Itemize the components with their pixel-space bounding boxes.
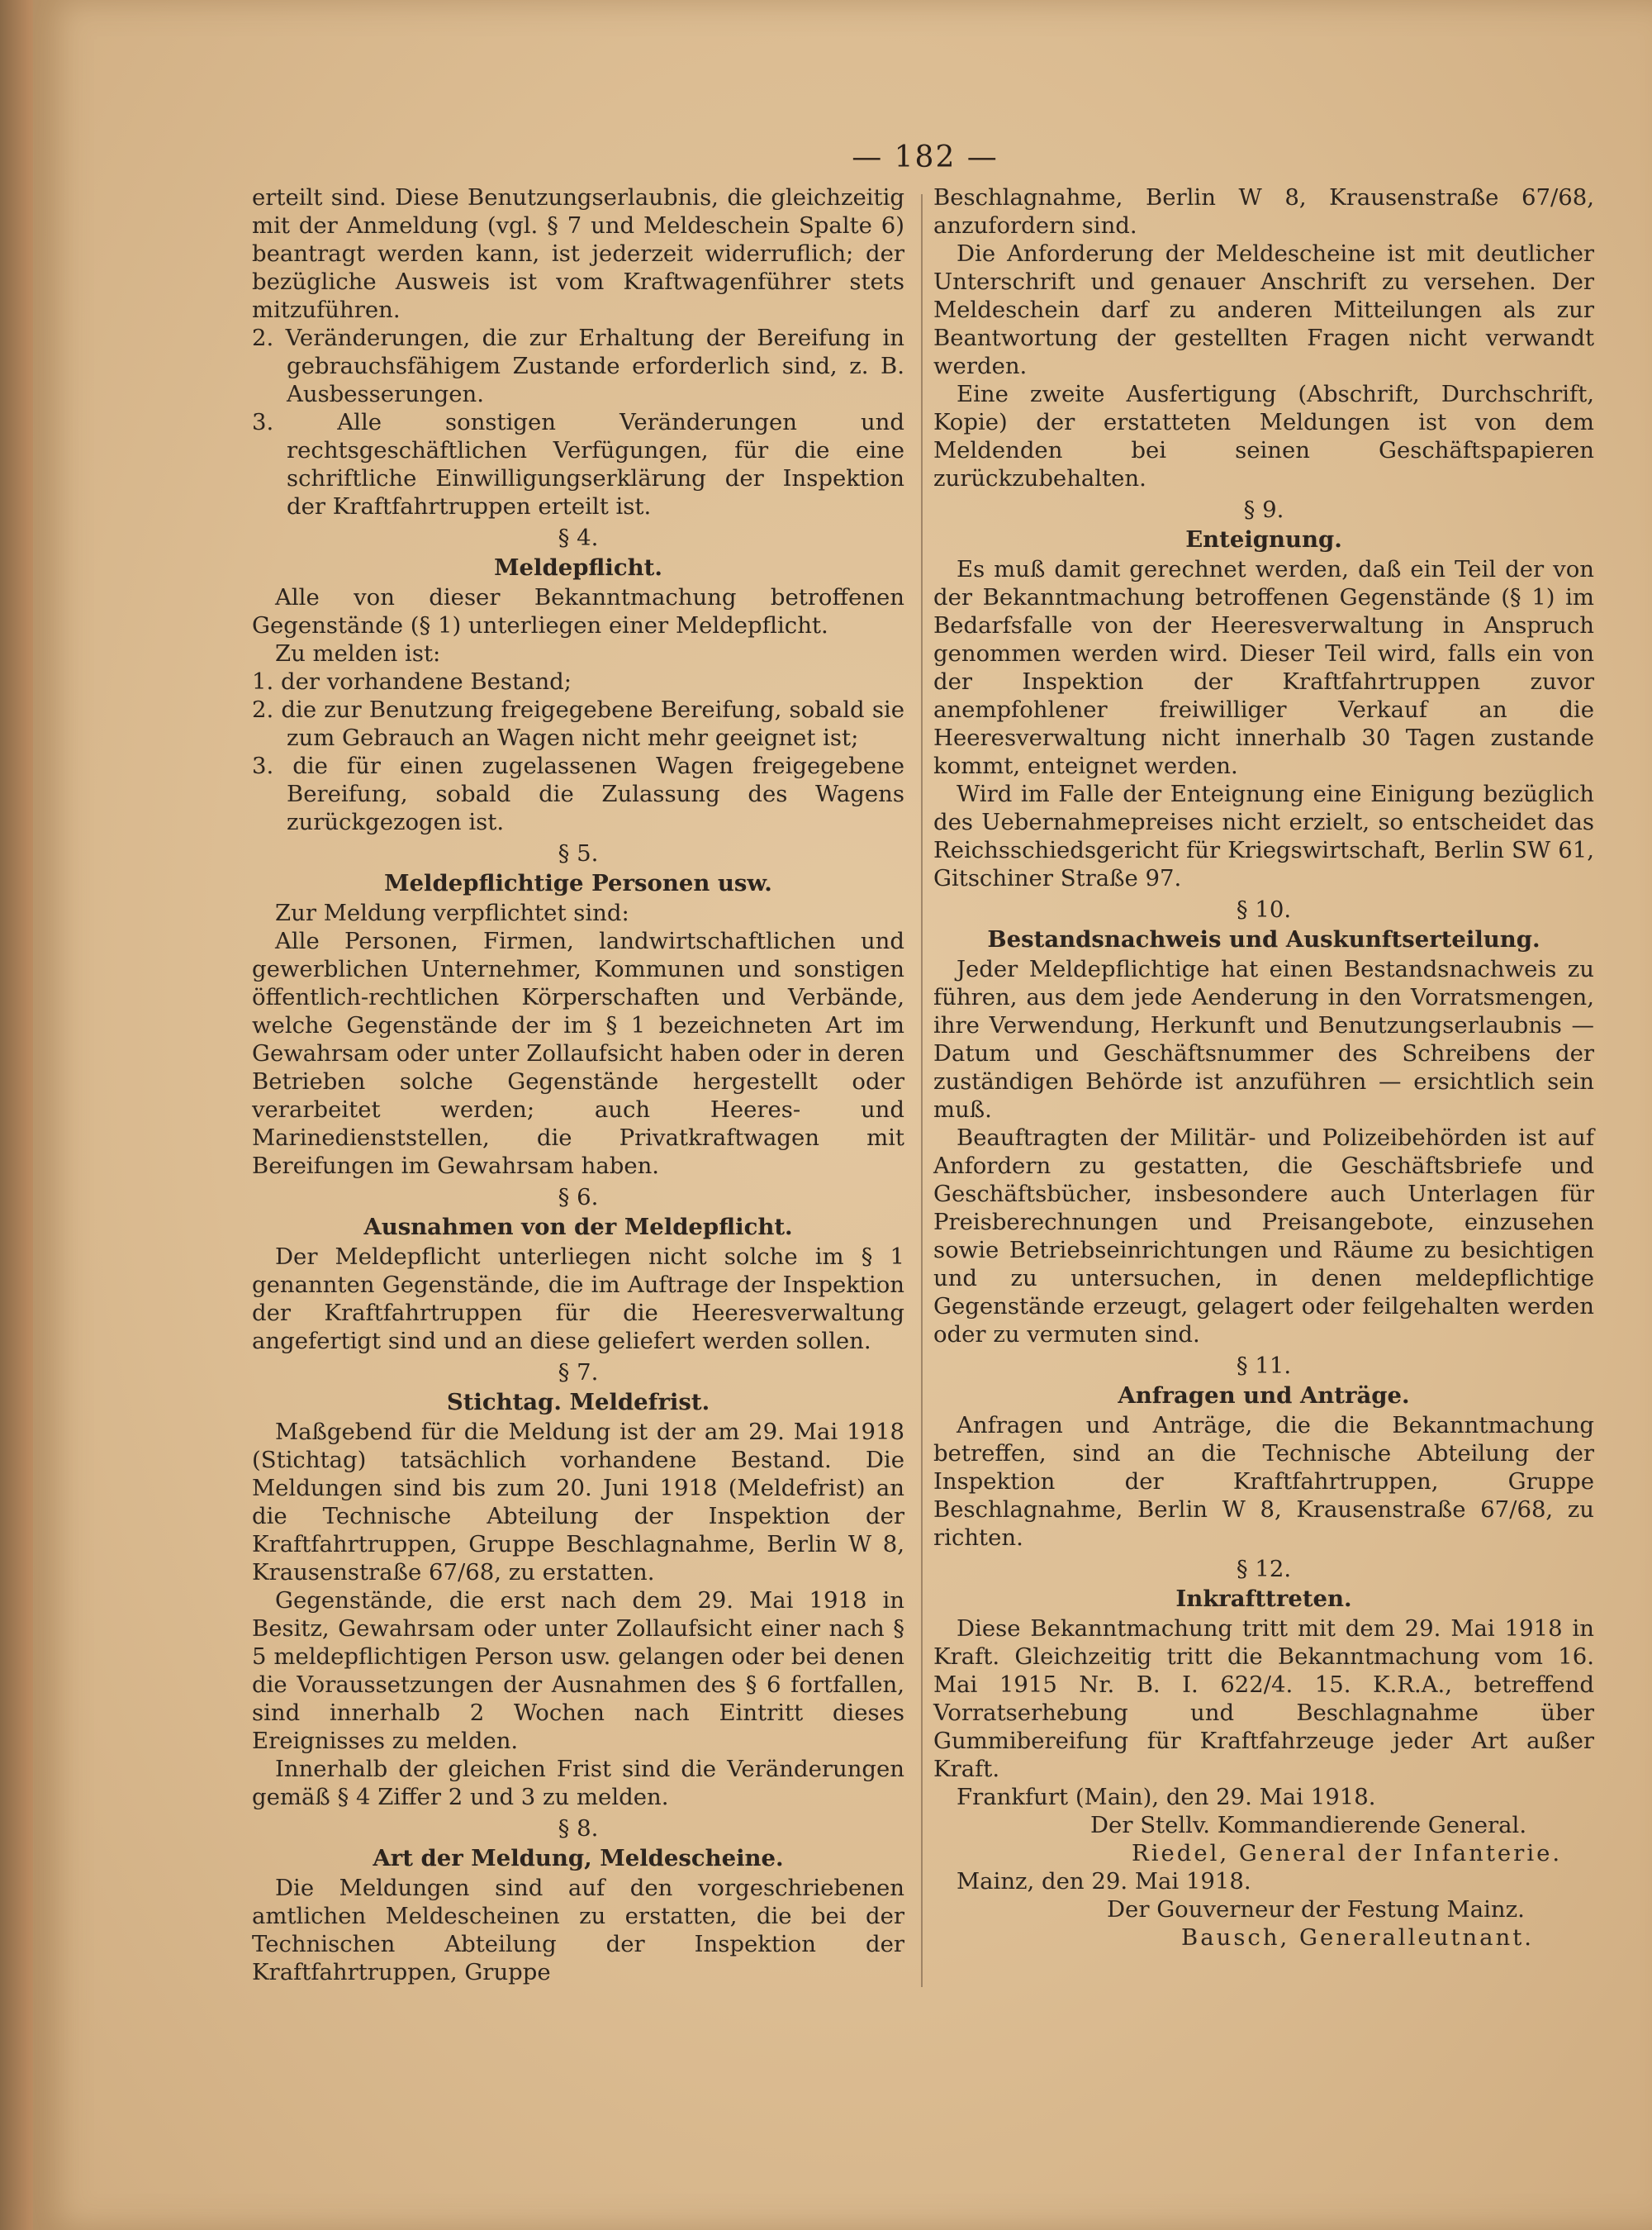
list-item: 1. der vorhandene Bestand;	[252, 668, 572, 695]
paragraph: Beauftragten der Militär- und Polizeibehörden ist auf Anfordern zu gestatten, die Geschäftsbriefe und Geschäftsbücher, insbesondere auch Unterlagen für Preisberechnungen und Preisangebote, einzusehen sowie Betriebseinrichtungen und Räume zu besichtigen und zu untersuchen, in denen meldepflichtige Gegenstände erzeugt, gelagert oder feilgehalten werden oder zu vermuten sind.	[933, 1125, 1594, 1348]
section-number: § 11.	[1236, 1353, 1292, 1379]
signature-name: Bausch, Generalleutnant.	[1181, 1924, 1535, 1951]
paragraph: Zu melden ist:	[275, 640, 441, 667]
list-item: 3. die für einen zugelassenen Wagen freigegebene Bereifung, sobald die Zulassung des Wagens zurückgezogen ist.	[252, 753, 904, 835]
section-number: § 8.	[558, 1815, 599, 1842]
paragraph: Die Anforderung der Meldescheine ist mit deutlicher Unterschrift und genauer Anschrift zu versehen. Der Meldeschein darf zu anderen Mitteilungen als zur Beantwortung der gestellten Fragen nicht verwandt werden.	[933, 240, 1594, 379]
paragraph: Innerhalb der gleichen Frist sind die Veränderungen gemäß § 4 Ziffer 2 und 3 zu melden.	[252, 1756, 904, 1810]
left-column	[252, 183, 904, 1986]
paragraph: Eine zweite Ausfertigung (Abschrift, Durchschrift, Kopie) der erstatteten Meldungen ist von dem Meldenden bei seinen Geschäftspapieren zurückzubehalten.	[933, 381, 1594, 492]
list-item: 3. Alle sonstigen Veränderungen und rechtsgeschäftlichen Verfügungen, für die eine schriftliche Einwilligungserklärung der Inspektion der Kraftfahrtruppen erteilt ist.	[252, 409, 904, 520]
paragraph: Alle von dieser Bekanntmachung betroffenen Gegenstände (§ 1) unterliegen einer Meldepflicht.	[252, 584, 904, 639]
section-title: Meldepflicht.	[494, 554, 662, 581]
column-divider	[921, 194, 923, 1987]
list-item: 2. Veränderungen, die zur Erhaltung der Bereifung in gebrauchsfähigem Zustande erforderlich sind, z. B. Ausbesserungen.	[252, 325, 904, 407]
signature-office: Der Gouverneur der Festung Mainz.	[1107, 1896, 1525, 1923]
signature-place-date: Frankfurt (Main), den 29. Mai 1918.	[957, 1784, 1376, 1810]
signature-name: Riedel, General der Infanterie.	[1132, 1840, 1563, 1866]
list-item: 2. die zur Benutzung freigegebene Bereifung, sobald sie zum Gebrauch an Wagen nicht mehr geeignet ist;	[252, 697, 904, 751]
section-number: § 10.	[1236, 896, 1292, 923]
paragraph: Beschlagnahme, Berlin W 8, Krausenstraße 67/68, anzufordern sind.	[933, 184, 1594, 239]
paragraph: Alle Personen, Firmen, landwirtschaftlichen und gewerblichen Unternehmer, Kommunen und sonstigen öffentlich-rechtlichen Körperschaften und Verbände, welche Gegenstände der im § 1 bezeichneten Art im Gewahrsam oder unter Zollaufsicht haben oder in deren Betrieben solche Gegenstände hergestellt oder verarbeitet werden; auch Heeres- und Marinedienststellen, die Privatkraftwagen mit Bereifungen im Gewahrsam haben.	[252, 928, 904, 1179]
signature-office: Der Stellv. Kommandierende General.	[1090, 1812, 1527, 1838]
section-number: § 12.	[1236, 1556, 1292, 1582]
paragraph: Gegenstände, die erst nach dem 29. Mai 1918 in Besitz, Gewahrsam oder unter Zollaufsicht einer nach § 5 meldepflichtigen Person usw. gelangen oder bei denen die Voraussetzungen der Ausnahmen des § 6 fortfallen, sind innerhalb 2 Wochen nach Eintritt dieses Ereignisses zu melden.	[252, 1587, 904, 1754]
paragraph: Zur Meldung verpflichtet sind:	[275, 900, 629, 926]
right-column	[933, 183, 1594, 1952]
section-title: Inkrafttreten.	[1175, 1586, 1352, 1612]
section-title: Enteignung.	[1185, 526, 1342, 553]
paragraph: Die Meldungen sind auf den vorgeschriebenen amtlichen Meldescheinen zu erstatten, die bei der Technischen Abteilung der Inspektion der Kraftfahrtruppen, Gruppe	[252, 1875, 904, 1985]
section-title: Bestandsnachweis und Auskunftserteilung.	[987, 926, 1540, 953]
paragraph: Der Meldepflicht unterliegen nicht solche im § 1 genannten Gegenstände, die im Auftrage der Inspektion der Kraftfahrtruppen für die Heeresverwaltung angefertigt sind und an diese geliefert werden sollen.	[252, 1243, 904, 1354]
section-number: § 4.	[558, 525, 599, 551]
section-title: Meldepflichtige Personen usw.	[384, 870, 772, 896]
signature-place-date: Mainz, den 29. Mai 1918.	[957, 1868, 1251, 1895]
paragraph: Es muß damit gerechnet werden, daß ein Teil der von der Bekanntmachung betroffenen Gegenstände (§ 1) im Bedarfsfalle von der Heeresverwaltung in Anspruch genommen werden wird. Dieser Teil wird, falls ein von der Inspektion der Kraftfahrtruppen zuvor anempfohlener freiwilliger Verkauf an die Heeresverwaltung nicht innerhalb 30 Tagen zustande kommt, enteignet werden.	[933, 556, 1594, 779]
paragraph: Diese Bekanntmachung tritt mit dem 29. Mai 1918 in Kraft. Gleichzeitig tritt die Bekanntmachung vom 16. Mai 1915 Nr. B. I. 622/4. 15. K.R.A., betreffend Vorratserhebung und Beschlagnahme über Gummibereifung für Kraftfahrzeuge jeder Art außer Kraft.	[933, 1615, 1594, 1782]
section-title: Ausnahmen von der Meldepflicht.	[363, 1214, 793, 1240]
section-number: § 6.	[558, 1184, 599, 1210]
paragraph: Wird im Falle der Enteignung eine Einigung bezüglich des Uebernahmepreises nicht erzielt, so entscheidet das Reichsschiedsgericht für Kriegswirtschaft, Berlin SW 61, Gitschiner Straße 97.	[933, 781, 1594, 892]
paragraph: erteilt sind. Diese Benutzungserlaubnis, die gleichzeitig mit der Anmeldung (vgl. § 7 und Meldeschein Spalte 6) beantragt werden kann, ist jederzeit widerruflich; der bezügliche Ausweis ist vom Kraftwagenführer stets mitzuführen.	[252, 184, 904, 323]
paragraph: Anfragen und Anträge, die die Bekanntmachung betreffen, sind an die Technische Abteilung der Inspektion der Kraftfahrtruppen, Gruppe Beschlagnahme, Berlin W 8, Krausenstraße 67/68, zu richten.	[933, 1412, 1594, 1551]
section-number: § 9.	[1243, 497, 1284, 523]
paragraph: Maßgebend für die Meldung ist der am 29. Mai 1918 (Stichtag) tatsächlich vorhandene Bestand. Die Meldungen sind bis zum 20. Juni 1918 (Meldefrist) an die Technische Abteilung der Inspektion der Kraftfahrtruppen, Gruppe Beschlagnahme, Berlin W 8, Krausenstraße 67/68, zu erstatten.	[252, 1419, 904, 1586]
section-number: § 7.	[558, 1359, 599, 1386]
section-title: Anfragen und Anträge.	[1118, 1382, 1410, 1409]
section-number: § 5.	[558, 840, 599, 867]
paragraph: Jeder Meldepflichtige hat einen Bestandsnachweis zu führen, aus dem jede Aenderung in den Vorratsmengen, ihre Verwendung, Herkunft und Benutzungserlaubnis — Datum und Geschäftsnummer des Schreibens der zuständigen Behörde ist anzuführen — ersichtlich sein muß.	[933, 956, 1594, 1123]
page-number: — 182 —	[852, 140, 999, 174]
section-title: Stichtag. Meldefrist.	[446, 1389, 710, 1415]
section-title: Art der Meldung, Meldescheine.	[373, 1845, 784, 1871]
